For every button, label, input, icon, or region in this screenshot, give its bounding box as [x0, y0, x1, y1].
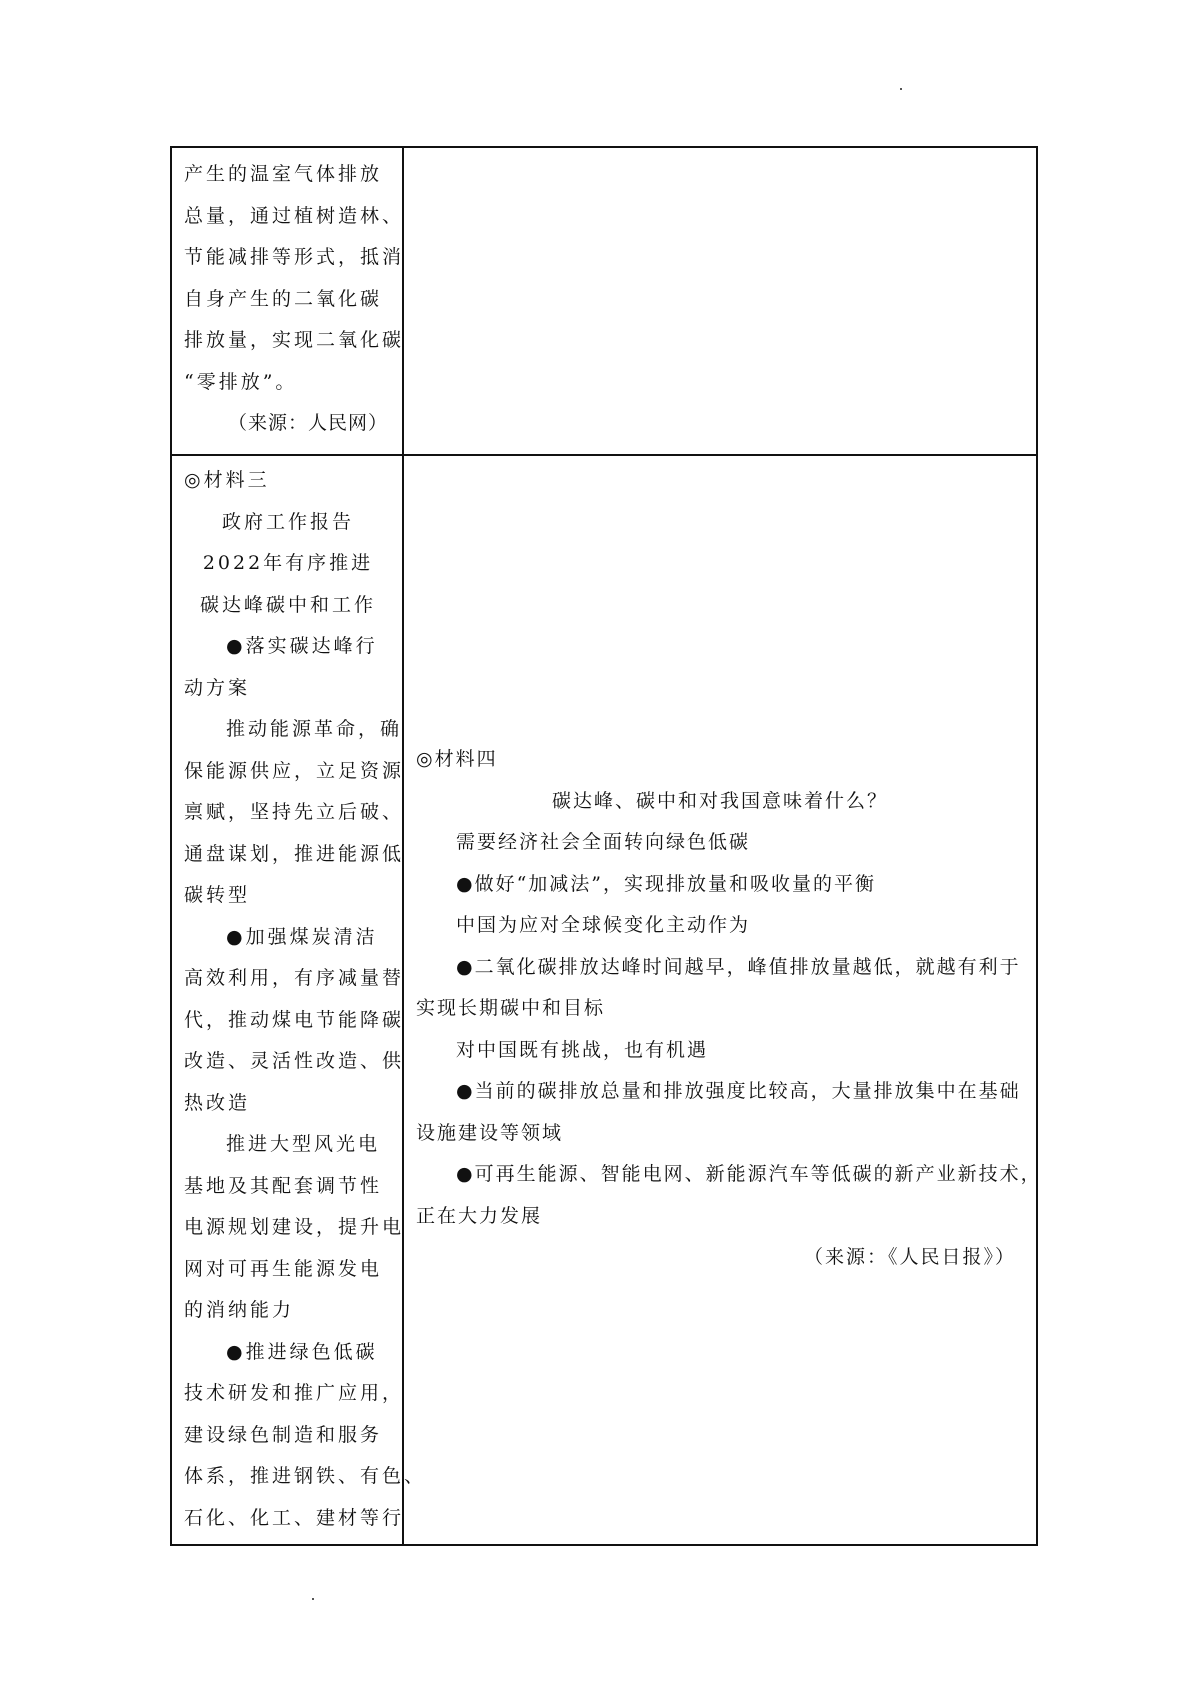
text-line: ●落实碳达峰行: [226, 635, 378, 657]
scan-speck: [312, 1598, 314, 1600]
material-title: 政府工作报告: [221, 510, 354, 533]
text-line: 碳转型: [184, 884, 251, 906]
text-line: 网对可再生能源发电: [184, 1257, 383, 1280]
text-line: 基地及其配套调节性: [184, 1174, 383, 1197]
text-line: ●可再生能源、智能电网、新能源汽车等低碳的新产业新技术，: [456, 1163, 1042, 1185]
text-line: ●二氧化碳排放达峰时间越早，峰值排放量越低，就越有利于: [456, 955, 1021, 978]
text-line: 中国为应对全球候变化主动作为: [456, 914, 751, 936]
text-line: 的消纳能力: [184, 1299, 295, 1321]
material-title: 碳达峰碳中和工作: [199, 593, 376, 616]
text-line: 正在大力发展: [416, 1204, 543, 1227]
text-line: 节能减排等形式，抵消: [184, 246, 405, 268]
text-line: 石化、化工、建材等行: [184, 1506, 405, 1529]
text-line: 实现长期碳中和目标: [416, 997, 606, 1019]
source-citation: （来源：《人民日报》）: [803, 1246, 1016, 1268]
source-citation: （来源：人民网）: [228, 412, 389, 434]
table-row: [171, 147, 1037, 455]
table-row: [171, 455, 1037, 1545]
text-line: 建设绿色制造和服务: [184, 1423, 383, 1446]
text-line: 保能源供应，立足资源: [184, 759, 405, 782]
text-line: 改造、灵活性改造、供: [184, 1050, 405, 1072]
text-line: 推进大型风光电: [226, 1133, 381, 1155]
material-label: ◎材料三: [184, 469, 270, 491]
text-line: 代，推动煤电节能降碳: [184, 1008, 405, 1031]
text-line: 需要经济社会全面转向绿色低碳: [456, 831, 751, 853]
text-line: 体系，推进钢铁、有色、: [184, 1465, 427, 1487]
text-line: 热改造: [184, 1091, 251, 1114]
text-line: 对中国既有挑战，也有机遇: [456, 1038, 709, 1061]
material-title: 碳达峰、碳中和对我国意味着什么？: [551, 789, 888, 812]
material-table: [170, 146, 1042, 1546]
text-line: 设施建设等领域: [416, 1121, 564, 1144]
material-title: 2022年有序推进: [202, 552, 374, 574]
text-line: “零排放”。: [184, 370, 298, 393]
text-line: 禀赋，坚持先立后破、: [184, 801, 405, 823]
row1-right-cell: [403, 147, 1037, 455]
row1-left-cell: [171, 147, 403, 455]
material4-cell: [403, 455, 1042, 1545]
text-line: 通盘谋划，推进能源低: [184, 842, 405, 865]
text-line: 推动能源革命，确: [226, 718, 403, 740]
text-line: ●做好“加减法”，实现排放量和吸收量的平衡: [456, 872, 877, 895]
text-line: 技术研发和推广应用，: [184, 1382, 405, 1404]
material3-cell: [171, 455, 427, 1545]
scan-speck: [900, 88, 902, 90]
text-line: ●加强煤炭清洁: [226, 925, 378, 948]
text-line: 排放量，实现二氧化碳: [184, 329, 405, 351]
text-line: ●当前的碳排放总量和排放强度比较高，大量排放集中在基础: [456, 1080, 1021, 1102]
text-line: 总量，通过植树造林、: [184, 204, 405, 227]
text-line: 动方案: [184, 676, 251, 699]
text-line: ●推进绿色低碳: [226, 1340, 378, 1363]
text-line: 电源规划建设，提升电: [184, 1216, 405, 1238]
material-label: ◎材料四: [416, 748, 498, 770]
text-line: 高效利用，有序减量替: [184, 967, 405, 989]
text-line: 自身产生的二氧化碳: [184, 287, 383, 310]
text-line: 产生的温室气体排放: [184, 163, 383, 185]
